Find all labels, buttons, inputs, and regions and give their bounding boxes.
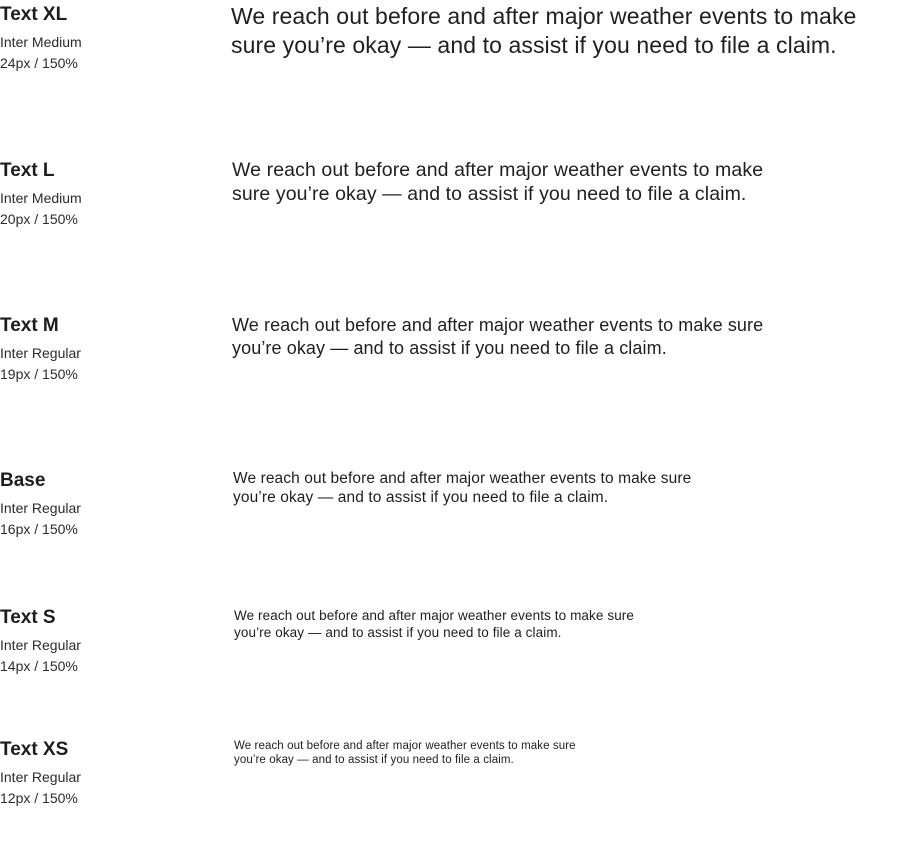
style-size: 20px / 150%	[0, 211, 78, 227]
style-font: Inter Regular	[0, 637, 81, 653]
style-name: Text XL	[0, 4, 68, 25]
style-name: Text L	[0, 160, 55, 181]
style-font: Inter Medium	[0, 34, 82, 50]
style-size: 16px / 150%	[0, 521, 78, 537]
style-name: Base	[0, 470, 46, 491]
sample-base: We reach out before and after major weather events to make sure you’re okay — and to assist if you need to file a claim.	[233, 470, 692, 506]
type-spec-base	[0, 469, 220, 540]
style-name: Text XS	[0, 739, 69, 760]
sample-text-s: We reach out before and after major weather events to make sure you’re okay — and to assist if you need to file a claim.	[234, 608, 635, 640]
type-spec-text-s	[0, 606, 220, 677]
style-size: 12px / 150%	[0, 790, 78, 806]
style-size: 19px / 150%	[0, 366, 78, 382]
style-name: Text M	[0, 315, 59, 336]
type-spec-text-xs	[0, 738, 220, 809]
style-font: Inter Regular	[0, 500, 81, 516]
style-size: 14px / 150%	[0, 658, 78, 674]
sample-text-m: We reach out before and after major weather events to make sure you’re okay — and to assist if you need to file a claim.	[232, 315, 764, 358]
sample-text-l: We reach out before and after major weather events to make sure you’re okay — and to assist if you need to file a claim.	[232, 159, 764, 205]
type-spec-text-m	[0, 314, 220, 385]
style-font: Inter Medium	[0, 190, 82, 206]
type-spec-text-xl	[0, 3, 220, 74]
sample-text-xs: We reach out before and after major weather events to make sure you’re okay — and to assist if you need to file a claim.	[234, 740, 576, 766]
sample-text-xl: We reach out before and after major weather events to make sure you’re okay — and to assist if you need to file a claim.	[231, 3, 857, 58]
style-font: Inter Regular	[0, 345, 81, 361]
style-name: Text S	[0, 607, 56, 628]
style-font: Inter Regular	[0, 769, 81, 785]
style-size: 24px / 150%	[0, 55, 78, 71]
type-spec-text-l	[0, 159, 220, 230]
